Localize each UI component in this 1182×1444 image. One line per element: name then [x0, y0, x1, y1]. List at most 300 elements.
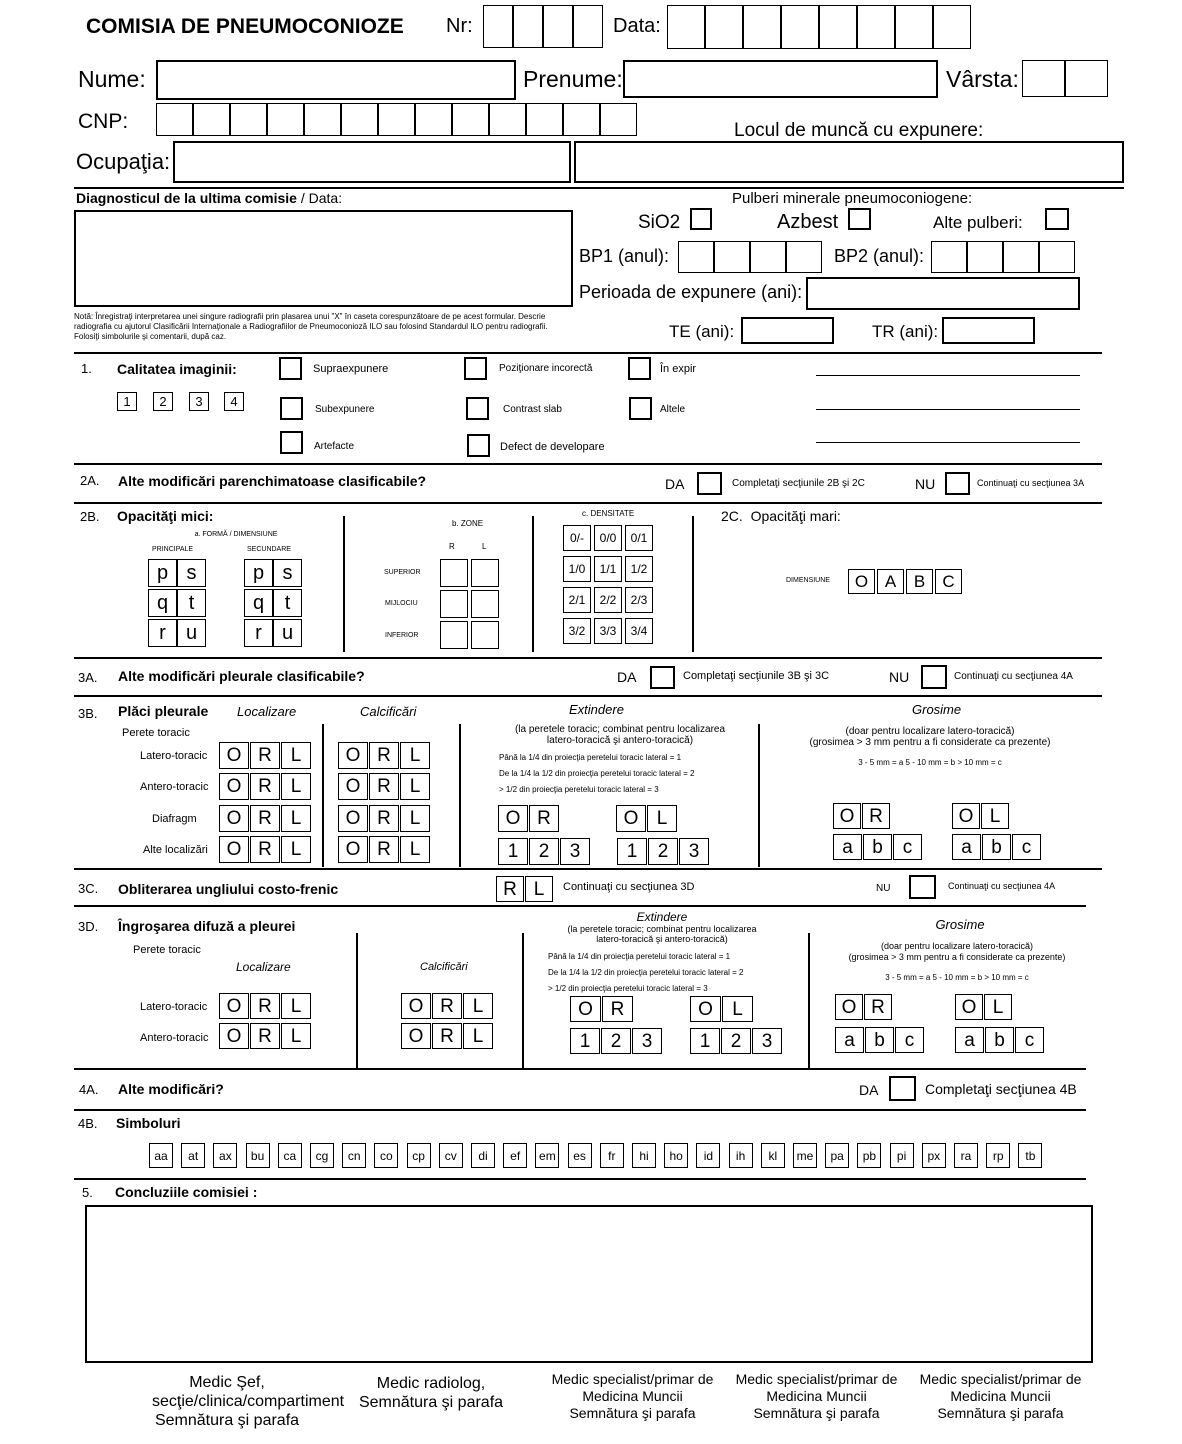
row-label: Alte localizări [143, 844, 208, 856]
da-checkbox[interactable] [650, 666, 675, 689]
cnp-cell[interactable] [156, 103, 193, 136]
diag-label: Diagnosticul de la ultima comisie / Data: [76, 190, 343, 206]
section-4a-title: Alte modificări? [118, 1081, 224, 1097]
cnp-cell[interactable] [267, 103, 304, 136]
orl-cell[interactable]: O [338, 742, 368, 769]
te-field[interactable] [741, 317, 834, 344]
symbol-cell[interactable]: cv [439, 1143, 463, 1168]
symbol-cell[interactable]: me [793, 1143, 817, 1168]
orl-cell[interactable]: O [338, 773, 368, 800]
grosime-cell[interactable]: c [895, 1027, 924, 1053]
densitate-cell[interactable]: 0/1 [625, 525, 653, 551]
nu-label: NU [876, 883, 891, 894]
symbol-cell[interactable]: pb [857, 1143, 881, 1168]
azbest-label: Azbest [777, 211, 839, 233]
secundare-label: SECUNDARE [247, 546, 291, 553]
extindere-note: (la peretele toracic; combinat pentru localizarea latero-toracică şi antero-toracică) [514, 724, 726, 746]
or-cell[interactable]: R [862, 803, 890, 829]
ol-cell[interactable]: O [955, 994, 983, 1020]
row-label: Antero-toracic [140, 781, 209, 793]
divider [74, 695, 1102, 697]
bp2-label: BP2 (anul): [834, 246, 925, 266]
ocupatia-field[interactable] [173, 141, 571, 183]
grosime-cell[interactable]: a [835, 1027, 864, 1053]
orl-cell[interactable]: R [432, 1023, 462, 1049]
artefacte-label: Artefacte [314, 441, 355, 452]
concluzii-field[interactable] [85, 1205, 1093, 1363]
ext-cell[interactable]: 1 [570, 1028, 600, 1054]
ext-cell[interactable]: 3 [632, 1028, 662, 1054]
symbol-cell[interactable]: rp [986, 1143, 1010, 1168]
forma-label: a. FORMĂ / DIMENSIUNE [194, 531, 278, 538]
symbol-cell[interactable]: at [181, 1143, 205, 1168]
ocupatia-label: Ocupaţia: [76, 149, 171, 174]
symbol-cell[interactable]: kl [761, 1143, 785, 1168]
defect-label: Defect de developare [500, 441, 605, 453]
forma-cell[interactable]: p [148, 559, 177, 587]
altele-checkbox[interactable] [629, 397, 652, 420]
bp1-label: BP1 (anul): [579, 246, 670, 266]
section-3b-number: 3B. [78, 706, 98, 721]
nu-note: Continuaţi cu secţiunea 4A [954, 671, 1073, 682]
symbol-cell[interactable]: ax [213, 1143, 237, 1168]
date-cell[interactable] [857, 5, 895, 49]
densitate-cell[interactable]: 0/0 [594, 525, 622, 551]
cnp-cell[interactable] [304, 103, 341, 136]
ol-cell[interactable]: O [690, 996, 721, 1022]
sign-medic-muncii-1[interactable]: Medic specialist/primar de Medicina Muncii Semnătura şi parafa [551, 1371, 714, 1421]
date-cell[interactable] [743, 5, 781, 49]
contrast-checkbox[interactable] [466, 397, 489, 420]
bp1-cell[interactable] [714, 241, 750, 273]
sign-medic-sef[interactable]: Medic Şef, secţie/clinica/compartiment Semnătura şi parafa [152, 1374, 345, 1429]
orl-cell[interactable]: R [250, 805, 280, 832]
calcificari-label: Calcificări [360, 704, 417, 719]
nr-cell[interactable] [573, 5, 603, 48]
da-checkbox[interactable] [889, 1076, 916, 1101]
divider [74, 352, 1102, 354]
grosime-cell[interactable]: a [952, 834, 981, 860]
comment-line[interactable] [816, 375, 1080, 376]
bp1-cell[interactable] [750, 241, 786, 273]
divider [74, 463, 1102, 465]
grosime-note: (doar pentru localizare latero-toracică) (grosimea > 3 mm pentru a fi considerate ca prezente) [848, 941, 1066, 962]
sign-medic-muncii-2[interactable]: Medic specialist/primar de Medicina Muncii Semnătura şi parafa [735, 1371, 898, 1421]
tr-label: TR (ani): [872, 322, 939, 341]
nu-checkbox[interactable] [909, 875, 936, 899]
cnp-cell[interactable] [452, 103, 489, 136]
extindere-note: (la peretele toracic; combinat pentru localizarea latero-toracică şi antero-toracică) [567, 924, 757, 944]
dimensiune-label: DIMENSIUNE [786, 577, 830, 584]
section-3d-number: 3D. [78, 919, 99, 934]
orl-cell[interactable]: L [400, 742, 430, 769]
divider [522, 933, 524, 1068]
ext-cell[interactable]: 3 [560, 838, 590, 865]
bp2-cell[interactable] [1003, 241, 1039, 273]
opacitate-mare-cell[interactable]: C [935, 569, 962, 594]
varsta-label: Vârsta: [946, 66, 1019, 92]
grosime-cell[interactable]: c [1015, 1027, 1044, 1053]
grosime-legend: 3 - 5 mm = a 5 - 10 mm = b > 10 mm = c [858, 758, 1002, 767]
ext-cell[interactable]: 3 [752, 1028, 782, 1054]
locul-label: Locul de muncă cu expunere: [734, 120, 984, 141]
comment-line[interactable] [816, 409, 1080, 410]
orl-cell[interactable]: R [369, 773, 399, 800]
varsta-cell[interactable] [1022, 60, 1065, 97]
divider [74, 1109, 1086, 1111]
ext-cell[interactable]: 2 [601, 1028, 631, 1054]
orl-cell[interactable]: R [369, 805, 399, 832]
4a-note: Completaţi secţiunea 4B [925, 1081, 1077, 1097]
quality-grade-box[interactable]: 3 [189, 392, 209, 411]
orl-cell[interactable]: R [250, 993, 280, 1019]
opacitate-mare-cell[interactable]: A [877, 569, 904, 594]
nr-label: Nr: [446, 15, 473, 37]
cnp-cell[interactable] [563, 103, 600, 136]
nr-cell[interactable] [483, 5, 513, 48]
symbol-cell[interactable]: pa [825, 1143, 849, 1168]
section-4b-number: 4B. [78, 1116, 98, 1131]
da-checkbox[interactable] [697, 472, 722, 495]
ext-cell[interactable]: 2 [529, 838, 559, 865]
orl-cell[interactable]: L [400, 836, 430, 863]
zone-cell[interactable] [440, 621, 468, 649]
section-3c-number: 3C. [78, 881, 99, 896]
bp2-cell[interactable] [967, 241, 1003, 273]
or-cell[interactable]: O [570, 996, 601, 1022]
cnp-cell[interactable] [378, 103, 415, 136]
section-2b-title: Opacităţi mici: [117, 508, 214, 524]
symbol-cell[interactable]: bu [246, 1143, 270, 1168]
orl-cell[interactable]: L [281, 773, 311, 800]
orl-cell[interactable]: L [400, 805, 430, 832]
opacitate-mare-cell[interactable]: O [848, 569, 875, 594]
nu-label: NU [889, 669, 910, 685]
locul-field[interactable] [574, 141, 1124, 183]
supraexpunere-label: Supraexpunere [313, 363, 389, 375]
diag-note: Notă: Înregistraţi interpretarea unei singure radiografii prin plasarea unui "X" în caseta corespunzătoare de pe acest formular. Descrie radiografia cu ajutorul Clasificării Internaţionale a Radiografiilor de Pneumoconioză ILO sau folosind Standardul ILO pentru radiografii. Folosiţi simbolurile şi comentarii, după caz. [74, 312, 548, 341]
symbol-cell[interactable]: co [374, 1143, 398, 1168]
symbol-cell[interactable]: fr [600, 1143, 624, 1168]
divider [692, 516, 694, 652]
densitate-cell[interactable]: 3/3 [594, 618, 622, 644]
superior-label: SUPERIOR [384, 569, 421, 576]
forma-cell[interactable]: r [148, 619, 177, 647]
orl-cell[interactable]: O [219, 773, 249, 800]
symbol-cell[interactable]: cp [407, 1143, 431, 1168]
zone-cell[interactable] [471, 590, 499, 618]
or-cell[interactable]: R [529, 805, 559, 832]
azbest-checkbox[interactable] [848, 208, 871, 230]
forma-cell[interactable]: r [244, 619, 273, 647]
divider [356, 933, 358, 1068]
bp2-cell[interactable] [931, 241, 967, 273]
sign-medic-radiolog[interactable]: Medic radiolog, Semnătura şi parafa [358, 1375, 504, 1411]
forma-cell[interactable]: q [244, 589, 273, 617]
nr-cell[interactable] [543, 5, 573, 48]
or-cell[interactable]: O [833, 803, 861, 829]
sign-medic-muncii-3[interactable]: Medic specialist/primar de Medicina Muncii Semnătura şi parafa [919, 1371, 1082, 1421]
mijlociu-label: MIJLOCIU [385, 600, 418, 607]
cnp-cell[interactable] [193, 103, 230, 136]
section-3b-title: Plăci pleurale [118, 703, 209, 719]
da-label: DA [665, 476, 685, 492]
extindere-legend: Până la 1/4 din proiecţia peretelui toracic lateral = 1 De la 1/4 la 1/2 din proiecţia peretelui toracic lateral = 2 > 1/2 din proiecţia peretelui toracic lateral = 3 [548, 952, 744, 993]
date-cell[interactable] [895, 5, 933, 49]
divider [808, 933, 810, 1068]
densitate-cell[interactable]: 2/3 [625, 587, 653, 613]
zone-l-label: L [482, 542, 487, 551]
da-note: Completaţi secţiunile 2B şi 2C [732, 478, 865, 489]
orl-cell[interactable]: R [432, 993, 462, 1019]
prenume-field[interactable] [623, 60, 938, 98]
forma-cell[interactable]: s [273, 559, 302, 587]
quality-grade-box[interactable]: 2 [153, 392, 173, 411]
calcificari-label: Calcificări [420, 961, 468, 973]
orl-cell[interactable]: L [281, 805, 311, 832]
or-cell[interactable]: O [498, 805, 528, 832]
grosime-label: Grosime [912, 702, 962, 717]
divider [74, 1068, 1086, 1070]
orl-cell[interactable]: R [250, 773, 280, 800]
varsta-cell[interactable] [1065, 60, 1108, 97]
ext-cell[interactable]: 1 [498, 838, 528, 865]
symbol-cell[interactable]: id [696, 1143, 720, 1168]
grosime-cell[interactable]: a [833, 834, 862, 860]
row-label: Latero-toracic [140, 750, 208, 762]
orl-cell[interactable]: R [250, 1023, 280, 1049]
orl-cell[interactable]: L [463, 1023, 493, 1049]
date-cell[interactable] [667, 5, 705, 49]
sio2-label: SiO2 [638, 212, 681, 233]
forma-cell[interactable]: q [148, 589, 177, 617]
forma-cell[interactable]: s [177, 559, 206, 587]
symbol-cell[interactable]: es [568, 1143, 592, 1168]
orl-cell[interactable]: L [281, 742, 311, 769]
orl-cell[interactable]: O [219, 742, 249, 769]
symbol-cell[interactable]: pi [890, 1143, 914, 1168]
ext-cell[interactable]: 1 [690, 1028, 720, 1054]
perete-label: Perete toracic [122, 727, 190, 739]
bp2-cell[interactable] [1039, 241, 1075, 273]
orl-cell[interactable]: L [281, 993, 311, 1019]
divider [532, 516, 534, 652]
section-3d-title: Îngroşarea difuză a pleurei [118, 918, 296, 934]
bp1-cell[interactable] [678, 241, 714, 273]
ext-cell[interactable]: 3 [679, 838, 709, 865]
section-4a-number: 4A. [79, 1082, 99, 1097]
diag-field[interactable] [74, 210, 573, 307]
inexpir-checkbox[interactable] [628, 357, 651, 380]
sio2-checkbox[interactable] [690, 208, 712, 230]
alte-pulberi-label: Alte pulberi: [933, 213, 1023, 232]
densitate-cell[interactable]: 2/1 [563, 587, 591, 613]
section-3a-title: Alte modificări pleurale clasificabile? [118, 668, 365, 684]
divider [74, 1178, 1086, 1180]
symbol-cell[interactable]: di [471, 1143, 495, 1168]
or-cell[interactable]: R [602, 996, 633, 1022]
principale-label: PRINCIPALE [152, 546, 194, 553]
grosime-cell[interactable]: b [982, 834, 1011, 860]
forma-cell[interactable]: u [273, 619, 302, 647]
symbol-cell[interactable]: cg [310, 1143, 334, 1168]
densitate-cell[interactable]: 3/4 [625, 618, 653, 644]
divider [459, 724, 461, 867]
orl-cell[interactable]: R [369, 742, 399, 769]
densitate-cell[interactable]: 1/2 [625, 556, 653, 582]
densitate-cell[interactable]: 2/2 [594, 587, 622, 613]
date-cell[interactable] [933, 5, 971, 49]
orl-cell[interactable]: O [338, 805, 368, 832]
zone-label: b. ZONE [452, 519, 484, 528]
densitate-cell[interactable]: 3/2 [563, 618, 591, 644]
pozitionare-checkbox[interactable] [464, 357, 487, 380]
orl-cell[interactable]: O [401, 993, 431, 1019]
zone-cell[interactable] [440, 590, 468, 618]
cnp-cell[interactable] [600, 103, 637, 136]
section-4b-title: Simboluri [116, 1115, 181, 1131]
artefacte-checkbox[interactable] [280, 431, 303, 454]
cnp-cell[interactable] [489, 103, 526, 136]
grosime-cell[interactable]: b [865, 1027, 894, 1053]
supraexpunere-checkbox[interactable] [279, 357, 302, 380]
orl-cell[interactable]: O [219, 805, 249, 832]
ol-cell[interactable]: O [952, 803, 980, 829]
orl-cell[interactable]: R [369, 836, 399, 863]
symbol-cell[interactable]: px [922, 1143, 946, 1168]
pozitionare-label: Poziţionare incorectă [499, 363, 593, 374]
bp1-cell[interactable] [786, 241, 822, 273]
symbol-cell[interactable]: ef [503, 1143, 527, 1168]
subexpunere-label: Subexpunere [315, 404, 375, 415]
zone-cell[interactable] [471, 621, 499, 649]
zone-cell[interactable] [440, 559, 468, 587]
date-cell[interactable] [781, 5, 819, 49]
orl-cell[interactable]: L [463, 993, 493, 1019]
cnp-cell[interactable] [526, 103, 563, 136]
divider [74, 905, 1086, 907]
section-2a-number: 2A. [80, 473, 100, 488]
ol-cell[interactable]: L [981, 803, 1009, 829]
opacitate-mare-cell[interactable]: B [906, 569, 933, 594]
section-5-title: Concluziile comisiei : [115, 1184, 258, 1200]
forma-cell[interactable]: t [273, 589, 302, 617]
cnp-cell[interactable] [230, 103, 267, 136]
orl-cell[interactable]: O [338, 836, 368, 863]
tr-field[interactable] [942, 317, 1035, 344]
orl-cell[interactable]: L [281, 1023, 311, 1049]
forma-cell[interactable]: u [177, 619, 206, 647]
da-note: Completaţi secţiunile 3B şi 3C [683, 670, 830, 682]
orl-cell[interactable]: L [281, 836, 311, 863]
ext-cell[interactable]: 2 [648, 838, 678, 865]
extindere-legend: Până la 1/4 din proiecţia peretelui toracic lateral = 1 De la 1/4 la 1/2 din proiecţia peretelui toracic lateral = 2 > 1/2 din proiecţia peretelui toracic lateral = 3 [499, 753, 695, 794]
zone-r-label: R [449, 542, 455, 551]
symbol-cell[interactable]: ih [729, 1143, 753, 1168]
ext-cell[interactable]: 1 [617, 838, 647, 865]
densitate-cell[interactable]: 0/- [563, 525, 591, 551]
ol-cell[interactable]: L [722, 996, 753, 1022]
date-cell[interactable] [819, 5, 857, 49]
comment-line[interactable] [816, 442, 1080, 443]
symbol-cell[interactable]: ca [278, 1143, 302, 1168]
quality-grade-box[interactable]: 4 [224, 392, 244, 411]
prenume-label: Prenume: [523, 66, 623, 92]
divider [74, 657, 1102, 659]
nume-field[interactable] [156, 60, 516, 100]
symbol-cell[interactable]: ra [954, 1143, 978, 1168]
divider [758, 724, 760, 867]
alte-pulberi-checkbox[interactable] [1045, 208, 1069, 230]
ol-cell[interactable]: O [616, 805, 646, 832]
section-2c-title: 2C. Opacităţi mari: [721, 508, 841, 524]
orl-cell[interactable]: R [250, 836, 280, 863]
section-3a-number: 3A. [78, 670, 98, 685]
perioada-field[interactable] [806, 277, 1080, 310]
rl-cell[interactable]: R [496, 876, 524, 902]
densitate-cell[interactable]: 1/0 [563, 556, 591, 582]
or-cell[interactable]: O [835, 994, 863, 1020]
symbol-cell[interactable]: ho [664, 1143, 688, 1168]
orl-cell[interactable]: O [219, 993, 249, 1019]
nr-cell[interactable] [513, 5, 543, 48]
ol-cell[interactable]: L [984, 994, 1012, 1020]
grosime-cell[interactable]: b [985, 1027, 1014, 1053]
orl-cell[interactable]: O [219, 836, 249, 863]
section-5-number: 5. [82, 1185, 93, 1200]
cnp-cell[interactable] [415, 103, 452, 136]
orl-cell[interactable]: R [250, 742, 280, 769]
forma-cell[interactable]: p [244, 559, 273, 587]
grosime-cell[interactable]: a [955, 1027, 984, 1053]
grosime-cell[interactable]: c [1012, 834, 1041, 860]
contrast-label: Contrast slab [503, 404, 562, 415]
cnp-label: CNP: [78, 110, 129, 133]
cnp-cell[interactable] [341, 103, 378, 136]
section-2b-number: 2B. [80, 509, 100, 524]
symbol-cell[interactable]: tb [1018, 1143, 1042, 1168]
grosime-label: Grosime [935, 917, 985, 932]
defect-checkbox[interactable] [467, 434, 490, 457]
densitate-label: c. DENSITATE [582, 509, 635, 518]
grosime-cell[interactable]: b [863, 834, 892, 860]
or-cell[interactable]: R [864, 994, 892, 1020]
inferior-label: INFERIOR [385, 632, 419, 639]
densitate-cell[interactable]: 1/1 [594, 556, 622, 582]
symbol-cell[interactable]: cn [342, 1143, 366, 1168]
symbol-cell[interactable]: hi [632, 1143, 656, 1168]
forma-cell[interactable]: t [177, 589, 206, 617]
ext-cell[interactable]: 2 [721, 1028, 751, 1054]
nu-checkbox[interactable] [945, 472, 970, 495]
orl-cell[interactable]: O [219, 1023, 249, 1049]
orl-cell[interactable]: L [400, 773, 430, 800]
rl-cell[interactable]: L [525, 876, 553, 902]
zone-cell[interactable] [471, 559, 499, 587]
divider [74, 502, 1102, 504]
symbol-cell[interactable]: em [535, 1143, 559, 1168]
row-label: Latero-toracic [140, 1001, 208, 1013]
grosime-cell[interactable]: c [893, 834, 922, 860]
quality-grade-box[interactable]: 1 [117, 392, 137, 411]
nu-checkbox[interactable] [921, 665, 947, 689]
perioada-label: Perioada de expunere (ani): [579, 282, 803, 302]
date-cell[interactable] [705, 5, 743, 49]
ol-cell[interactable]: L [647, 805, 677, 832]
subexpunere-checkbox[interactable] [280, 397, 303, 420]
orl-cell[interactable]: O [401, 1023, 431, 1049]
symbol-cell[interactable]: aa [149, 1143, 173, 1168]
